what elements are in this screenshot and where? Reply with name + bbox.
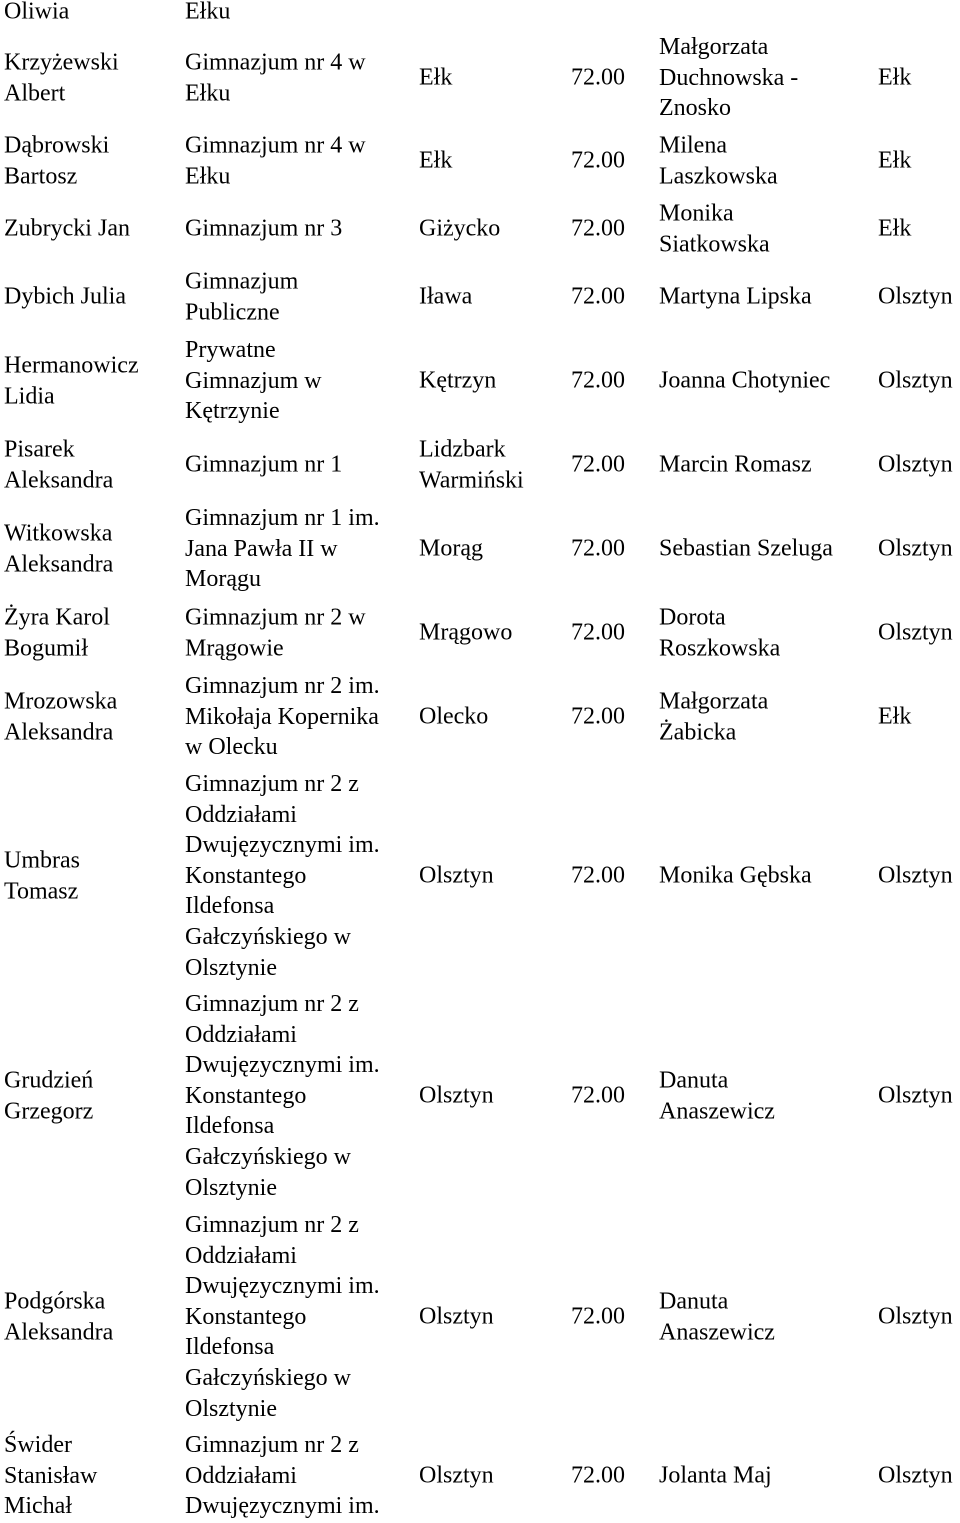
- table-row: [0, 198, 960, 260]
- city: Olsztyn: [419, 862, 494, 889]
- score: 72.00: [571, 1462, 625, 1489]
- tutor-name: Sebastian Szeluga: [659, 535, 833, 562]
- tutor-name: Danuta Anaszewicz: [659, 1288, 775, 1345]
- student-name: Umbras Tomasz: [4, 847, 80, 904]
- tutor-name: Monika Siatkowska: [659, 200, 770, 257]
- table-row: [0, 768, 960, 984]
- student-name: Hermanowicz Lidia: [4, 352, 139, 409]
- tutor-name: Monika Gębska: [659, 862, 812, 889]
- city: Olsztyn: [419, 1462, 494, 1489]
- score: 72.00: [571, 215, 625, 242]
- city: Kętrzyn: [419, 367, 497, 394]
- school-name: Gimnazjum nr 2 z Oddziałami Dwujęzycznymi im. Konstantego Ildefonsa Gałczyńskiego w Olsztynie: [185, 990, 380, 1201]
- tutor-name: Marcin Romasz: [659, 451, 812, 478]
- score: 72.00: [571, 283, 625, 310]
- student-name: Witkowska Aleksandra: [4, 520, 114, 577]
- table-row: [0, 602, 960, 664]
- table-row: [0, 670, 960, 764]
- school-name: Gimnazjum nr 2 w Mrągowie: [185, 604, 366, 661]
- table-row: [0, 0, 960, 26]
- score: 72.00: [571, 619, 625, 646]
- school-name: Ełku: [185, 0, 231, 25]
- school-name: Gimnazjum nr 1: [185, 451, 343, 478]
- tutor-name: Joanna Chotyniec: [659, 367, 831, 394]
- tutor-name: Martyna Lipska: [659, 283, 812, 310]
- city: Giżycko: [419, 215, 501, 242]
- student-name: Świder Stanisław Michał: [4, 1432, 98, 1520]
- region: Olsztyn: [878, 862, 953, 889]
- student-name: Mrozowska Aleksandra: [4, 688, 118, 745]
- city: Ełk: [419, 147, 453, 174]
- student-name: Pisarek Aleksandra: [4, 436, 114, 493]
- city: Lidzbark Warmiński: [419, 436, 524, 493]
- score: 72.00: [571, 535, 625, 562]
- score: 72.00: [571, 147, 625, 174]
- city: Iława: [419, 283, 473, 310]
- city: Olsztyn: [419, 1082, 494, 1109]
- city: Ełk: [419, 64, 453, 91]
- region: Olsztyn: [878, 1303, 953, 1330]
- region: Olsztyn: [878, 535, 953, 562]
- score: 72.00: [571, 1303, 625, 1330]
- region: Olsztyn: [878, 1082, 953, 1109]
- student-name: Dąbrowski Bartosz: [4, 132, 110, 189]
- tutor-name: Danuta Anaszewicz: [659, 1067, 775, 1124]
- student-name: Krzyżewski Albert: [4, 49, 119, 106]
- school-name: Gimnazjum nr 2 z Oddziałami Dwujęzycznymi im.: [185, 1432, 380, 1520]
- region: Ełk: [878, 703, 912, 730]
- student-name: Podgórska Aleksandra: [4, 1288, 114, 1345]
- score: 72.00: [571, 703, 625, 730]
- region: Olsztyn: [878, 619, 953, 646]
- tutor-name: Małgorzata Duchnowska - Znosko: [659, 34, 799, 122]
- region: Olsztyn: [878, 367, 953, 394]
- tutor-name: Milena Laszkowska: [659, 132, 778, 189]
- city: Olecko: [419, 703, 489, 730]
- table-row: [0, 502, 960, 596]
- student-name: Dybich Julia: [4, 283, 126, 310]
- table-row: [0, 334, 960, 428]
- score: 72.00: [571, 451, 625, 478]
- region: Olsztyn: [878, 451, 953, 478]
- score: 72.00: [571, 1082, 625, 1109]
- table-row: [0, 32, 960, 124]
- school-name: Gimnazjum nr 2 z Oddziałami Dwujęzycznymi im. Konstantego Ildefonsa Gałczyńskiego w Olsztynie: [185, 770, 380, 981]
- table-row: [0, 1430, 960, 1522]
- table-row: [0, 1209, 960, 1425]
- school-name: Prywatne Gimnazjum w Kętrzynie: [185, 337, 322, 425]
- school-name: Gimnazjum nr 3: [185, 215, 343, 242]
- region: Ełk: [878, 215, 912, 242]
- student-name: Żyra Karol Bogumił: [4, 604, 110, 661]
- table-row: [0, 130, 960, 192]
- school-name: Gimnazjum Publiczne: [185, 268, 299, 325]
- region: Ełk: [878, 64, 912, 91]
- school-name: Gimnazjum nr 2 im. Mikołaja Kopernika w Olecku: [185, 673, 380, 761]
- table-row: [0, 988, 960, 1204]
- tutor-name: Dorota Roszkowska: [659, 604, 781, 661]
- tutor-name: Jolanta Maj: [659, 1462, 772, 1489]
- region: Olsztyn: [878, 283, 953, 310]
- school-name: Gimnazjum nr 2 z Oddziałami Dwujęzycznymi im. Konstantego Ildefonsa Gałczyńskiego w Olsztynie: [185, 1211, 380, 1422]
- student-name: Zubrycki Jan: [4, 215, 130, 242]
- table-row: [0, 434, 960, 496]
- tutor-name: Małgorzata Żabicka: [659, 688, 769, 745]
- city: Mrągowo: [419, 619, 513, 646]
- school-name: Gimnazjum nr 4 w Ełku: [185, 132, 366, 189]
- school-name: Gimnazjum nr 4 w Ełku: [185, 49, 366, 106]
- student-name: Grudzień Grzegorz: [4, 1067, 94, 1124]
- city: Morąg: [419, 535, 483, 562]
- school-name: Gimnazjum nr 1 im. Jana Pawła II w Morągu: [185, 505, 380, 593]
- region: Olsztyn: [878, 1462, 953, 1489]
- city: Olsztyn: [419, 1303, 494, 1330]
- score: 72.00: [571, 367, 625, 394]
- region: Ełk: [878, 147, 912, 174]
- table-row: [0, 266, 960, 328]
- student-name: Oliwia: [4, 0, 70, 25]
- score: 72.00: [571, 64, 625, 91]
- score: 72.00: [571, 862, 625, 889]
